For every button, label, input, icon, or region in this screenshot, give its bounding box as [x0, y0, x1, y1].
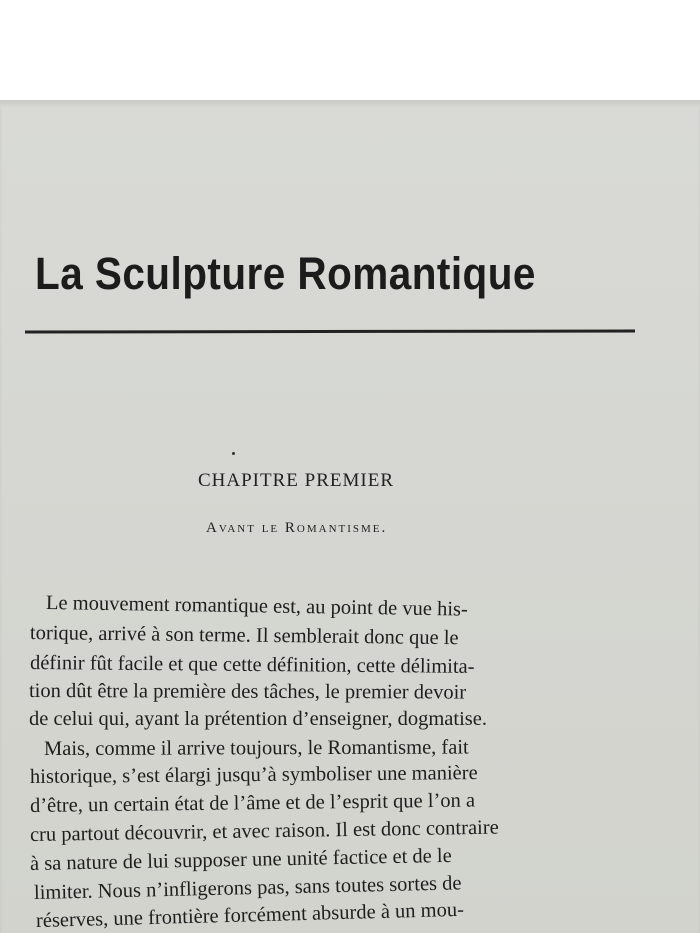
book-title: La Sculpture Romantique — [35, 248, 536, 299]
body-line: définir fût facile et que cette définition, cette délimita- — [29, 652, 475, 678]
body-line: historique, s’est élargi jusqu’à symboliser une manière — [29, 762, 478, 788]
body-line: de celui qui, ayant la prétention d’enseigner, dogmatise. — [29, 708, 487, 730]
body-line: limiter. Nous n’infligerons pas, sans toutes sortes de — [33, 872, 462, 904]
body-line: tion dût être la première des tâches, le premier devoir — [28, 680, 467, 704]
body-line: Le mouvement romantique est, au point de vue his- — [45, 592, 468, 621]
chapter-heading: CHAPITRE PREMIER — [198, 470, 394, 491]
ink-dot — [232, 452, 235, 455]
page-top-edge — [0, 100, 700, 108]
body-line: d’être, un certain état de l’âme et de l’esprit que l’on a — [29, 789, 476, 817]
body-line: Mais, comme il arrive toujours, le Romantisme, fait — [43, 736, 469, 760]
body-line: à sa nature de lui supposer une unité factice et de le — [29, 844, 452, 875]
chapter-subtitle: Avant le Romantisme. — [206, 520, 388, 536]
body-line: torique, arrivé à son terme. Il semblerait donc que le — [29, 622, 459, 650]
body-line: réserves, une frontière forcément absurde à un mou- — [35, 898, 465, 932]
body-line: cru partout découvrir, et avec raison. Il est donc contraire — [29, 816, 499, 846]
